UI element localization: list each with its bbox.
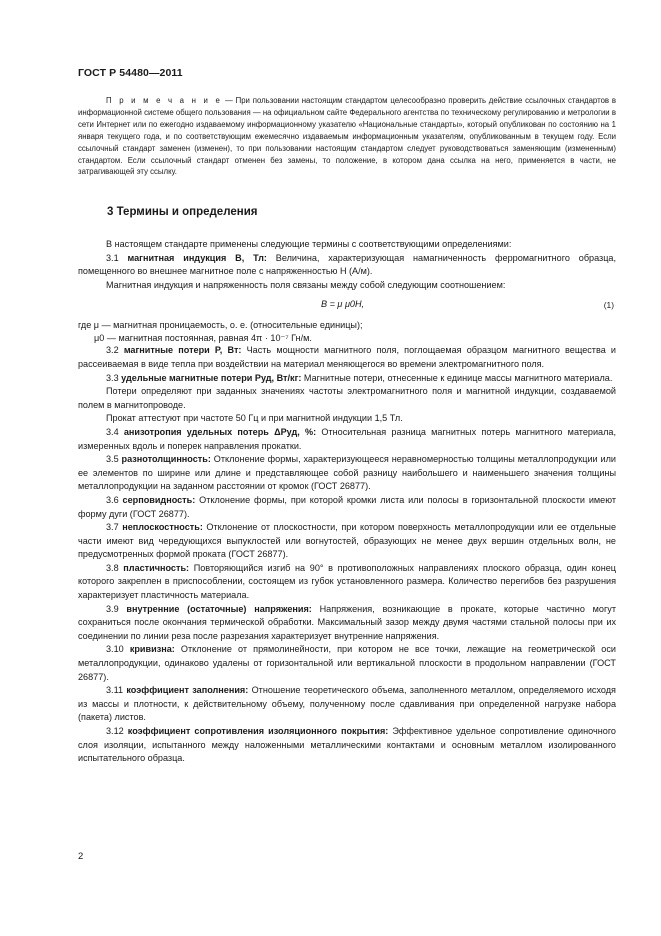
term-3-12	[78, 725, 616, 766]
term-title: неплоскостность:	[122, 522, 203, 533]
term-3-7	[78, 521, 616, 562]
term-3-5	[78, 453, 616, 494]
term-3-11	[78, 684, 616, 725]
term-definition: Часть мощности магнитного поля, поглощаемая образцом магнитного вещества и рассеиваемая в виде тепла при воздействии на материал меняющегося во времени электромагнитного поля.	[78, 345, 617, 369]
term-3-1	[78, 252, 616, 279]
term-title: серповидность:	[122, 494, 196, 505]
term-number: 3.3	[106, 372, 122, 383]
term-title: удельные магнитные потери Pуд, Вт/кг:	[121, 372, 302, 383]
formula-1	[78, 292, 616, 319]
term-definition: Напряжения, возникающие в прокате, которые частично могут сохраниться после окончания термической обработки. Максимальный зазор между двумя частями стальной полосы при их соединении по линии реза после разрезания характеризует внутренние напряжения.	[78, 603, 616, 641]
term-3-3-note-2: Прокат аттестуют при частоте 50 Гц и при магнитной индукции 1,5 Тл.	[106, 413, 403, 424]
term-title: магнитная индукция B, Тл:	[127, 252, 267, 263]
term-definition: Отклонение от прямолинейности, при котором не все точки, лежащие на геометрической оси металлопродукции, одинаково удалены от горизонтальной или вертикальной плоскости в продольном направлении (ГОСТ 26877).	[78, 644, 616, 682]
term-number: 3.6	[106, 494, 123, 505]
term-3-10	[78, 643, 616, 684]
note-paragraph	[78, 95, 616, 178]
term-title: кривизна:	[129, 644, 175, 655]
where-line-mu0: μ0 — магнитная постоянная, равная 4π · 10⁻⁷ Гн/м.	[94, 332, 312, 343]
term-number: 3.10	[106, 644, 130, 655]
section-title: 3 Термины и определения	[107, 206, 258, 218]
term-number: 3.1	[106, 252, 128, 263]
term-3-2	[78, 344, 616, 371]
term-definition: Отклонение от плоскостности, при котором поверхность металлопродукции или ее отдельные части имеют вид чередующихся выпуклостей или вогнутостей, образующих не менее двух вершин отдельных волн, не предусмотренных формой проката (ГОСТ 26877).	[78, 522, 617, 560]
term-number: 3.12	[106, 726, 128, 736]
term-3-9	[78, 603, 616, 644]
term-number: 3.8	[106, 562, 124, 573]
document-body	[78, 238, 616, 766]
relation-paragraph: Магнитная индукция и напряженность поля связаны между собой следующим соотношением:	[106, 279, 506, 290]
term-3-3-note-1: Потери определяют при заданных значениях частоты электромагнитного поля и магнитной индукции, создаваемой полем в магнитопроводе.	[78, 386, 616, 410]
term-definition: Отклонение формы, характеризующееся неравномерностью толщины металлопродукции или ее элементов по ширине или длине и представляющее собой разницу наибольшего и наименьшего значения толщины металлопродукции на заданном расстоянии от кромок (ГОСТ 26877).	[78, 454, 616, 492]
term-number: 3.5	[106, 454, 122, 465]
term-3-6	[78, 494, 616, 521]
term-definition: Отклонение формы, при которой кромки листа или полосы в горизонтальной плоскости имеют форму дуги (ГОСТ 26877).	[78, 494, 616, 519]
term-number: 3.4	[106, 426, 124, 437]
formula-number: (1)	[603, 300, 614, 311]
page-number: 2	[78, 851, 84, 862]
term-definition: Магнитные потери, отнесенные к единице массы магнитного материала.	[301, 372, 613, 383]
term-title: пластичность:	[123, 562, 190, 573]
where-line-mu: где μ — магнитная проницаемость, о. е. (относительные единицы);	[78, 320, 363, 331]
term-definition: Эффективное удельное сопротивление одиночного слоя изоляции, испытанного между наложенными металлическими контактами и основным металлом изолированного испытательного образца.	[78, 726, 616, 764]
term-number: 3.2	[106, 345, 124, 356]
term-number: 3.11	[106, 685, 127, 696]
term-definition: Величина, характеризующая намагниченность ферромагнитного образца, помещенного во внешнее магнитное поле с напряженностью H (А/м).	[78, 252, 617, 277]
formula-expression: B = μ μ0H,	[321, 299, 365, 310]
term-3-8	[78, 562, 616, 603]
term-title: коэффициент заполнения:	[126, 685, 249, 696]
term-title: внутренние (остаточные) напряжения:	[126, 603, 312, 614]
term-definition: Отношение теоретического объема, заполненного металлом, определяемого исходя из массы и плотности, к действительному объему, полученному после сдавливания при определенной нагрузке набора (пакета) листов.	[78, 685, 616, 723]
term-3-3	[78, 372, 616, 386]
term-3-4	[78, 426, 616, 453]
intro-paragraph: В настоящем стандарте применены следующие термины с соответствующими определениями:	[106, 239, 512, 249]
note-label: П р и м е ч а н и е	[106, 96, 223, 105]
term-number: 3.7	[106, 522, 123, 533]
term-title: разнотолщинность:	[121, 454, 211, 465]
term-definition: Повторяющийся изгиб на 90° в противоположных направлениях плоского образца, один конец которого закреплен в приспособлении, состоящем из губок установленного размера. Количество перегибов без разрушения характеризует пластичность материала.	[78, 562, 616, 601]
document-header: ГОСТ Р 54480—2011	[78, 67, 183, 79]
term-definition: Относительная разница магнитных потерь магнитного материала, измеренных вдоль и поперек направления прокатки.	[78, 426, 617, 451]
term-title: коэффициент сопротивления изоляционного покрытия:	[127, 726, 389, 736]
term-title: анизотропия удельных потерь ΔPуд, %:	[123, 426, 317, 437]
note-text: — При пользовании настоящим стандартом целесообразно проверить действие ссылочных стандартов в информационной системе общего пользования — на официальном сайте Федерального агентства по техническому регулированию и метрологии в сети Интернет или по ежегодно издаваемому информационному указателю «Национальные стандарты», который опубликован по состоянию на 1 января текущего года, и по соответствующим ежемесячно издаваемым информационным указателям, опубликованным в текущем году. Если ссылочный стандарт заменен (изменен), то при пользовании настоящим стандартом следует руководствоваться заменяющим (измененным) стандартом. Если ссылочный стандарт отменен без замены, то положение, в котором дана ссылка на него, применяется в части, не затрагивающей эту ссылку.	[78, 96, 617, 177]
term-number: 3.9	[106, 603, 127, 614]
term-title: магнитные потери P, Вт:	[123, 345, 242, 356]
